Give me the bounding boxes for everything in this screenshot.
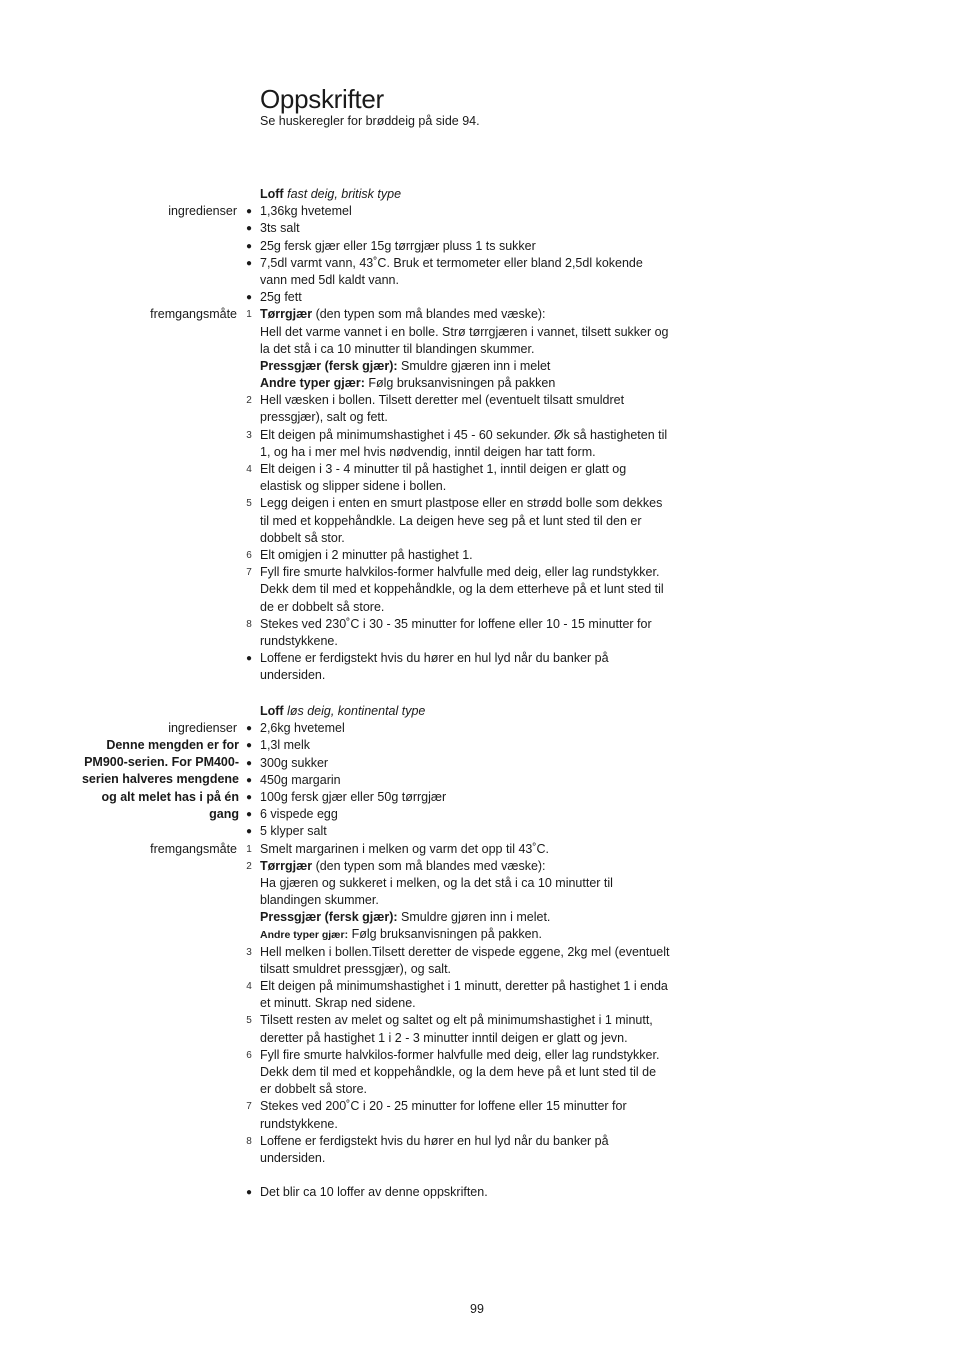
ingredient-item: ● 7,5dl varmt vann, 43˚C. Bruk et termometer eller bland 2,5dl kokende <box>0 255 954 272</box>
ingredient-item-cont: vann med 5dl kaldt vann. <box>260 272 399 287</box>
method-step: 4 Elt deigen i 3 - 4 minutter til på hastighet 1, inntil deigen er glatt og <box>0 461 954 478</box>
final-note: ● Det blir ca 10 loffer av denne oppskriften. <box>0 1184 954 1201</box>
ingredient-item: ● 450g margarin <box>0 772 954 789</box>
method-step: fremgangsmåte 1 Tørrgjær (den typen som må blandes med væske): <box>0 306 954 323</box>
bullet-icon: ● <box>245 1187 253 1199</box>
ingredient-item: ● 6 vispede egg <box>0 806 954 823</box>
recipe-heading <box>0 703 954 720</box>
step-number: 3 <box>246 946 252 958</box>
recipe-type: fast deig, britisk type <box>287 187 402 201</box>
bullet-icon: ● <box>245 826 253 838</box>
method-step: 4 Elt deigen på minimumshastighet i 1 minutt, deretter på hastighet 1 i enda <box>0 978 954 995</box>
step-number: 6 <box>246 1049 252 1061</box>
recipe-fast-dough: Loff fast deig, britisk type ingredienser ● 1,36kg hvetemel ● 3ts salt ● 25g fersk gjær eller 15g tørrgjær pluss 1 ts sukker ● 7,5dl varmt vann, 43˚C. Bruk et termometer eller bland 2,5dl kokende vann med 5dl kaldt vann. ● 25g fett fremgangsmåte 1 Tørrgjær (den typen som må blandes med væske): Hell det varme vannet i en bolle. Strø tørrgjæren i vannet, tilsett sukker og la det stå i ca 10 minutter til blandingen skummer. Pressgjær (fersk gjær): Smuldre gjæren inn i melet Andre typer gjær: Følg bruksanvisningen på pakken 2 Hell væsken i bollen. Tilsett deretter mel (eventuelt tilsatt smuldret pressgjær), salt og fett. 3 Elt deigen på minimumshastighet i 45 - 60 sekunder. Øk så hastigheten til 1, og ha i mer mel hvis nødvendig, inntil deigen har tatt form. 4 Elt deigen i 3 - 4 minutter til på hastighet 1, inntil deigen er glatt og elastisk og slipper sidene i bollen. 5 Legg deigen i enten en smurt plastpose eller en strødd bolle som dekkes til med et koppehåndkle. La deigen heve seg på et lunt sted til den er dobbelt så stor. 6 Elt omigjen i 2 minutter på hastighet 1. 7 Fyll fire smurte halvkilos-former halvfulle med deig, eller lag rundstykker. Dekk dem til med et koppehåndkle, og la dem etterheve på et lunt sted til de er dobbelt så store. 8 Stekes ved 230˚C i 30 - 35 minutter for loffene eller 10 - 15 minutter for rundstykkene. ● Loffene er ferdigstekt hvis du hører en hul lyd når du banker på undersiden. <box>0 186 954 684</box>
ingredient-item: ingredienser ● 1,36kg hvetemel <box>0 203 954 220</box>
step-number: 1 <box>246 309 252 321</box>
step-number: 2 <box>246 395 252 407</box>
ingredient-item: ● 1,3l melk <box>0 737 954 754</box>
step-number: 2 <box>246 860 252 872</box>
ingredient-item: ingredienser ● 2,6kg hvetemel <box>0 720 954 737</box>
bullet-icon: ● <box>245 206 253 218</box>
method-step: fremgangsmåte 1 Smelt margarinen i melken og varm det opp til 43˚C. <box>0 841 954 858</box>
step-number: 7 <box>246 567 252 579</box>
bullet-icon: ● <box>245 240 253 252</box>
step-number: 4 <box>246 464 252 475</box>
method-step: 5 Legg deigen i enten en smurt plastpose eller en strødd bolle som dekkes <box>0 495 954 512</box>
bullet-icon: ● <box>245 653 253 665</box>
method-step: 8 Stekes ved 230˚C i 30 - 35 minutter for loffene eller 10 - 15 minutter for <box>0 616 954 633</box>
recipe-name: Loff <box>260 187 284 201</box>
method-label: fremgangsmåte <box>150 307 237 322</box>
method-step: 6 Fyll fire smurte halvkilos-former halvfulle med deig, eller lag rundstykker. <box>0 1047 954 1064</box>
bullet-icon: ● <box>245 774 253 786</box>
method-step: 3 Elt deigen på minimumshastighet i 45 - 60 sekunder. Øk så hastigheten til <box>0 427 954 444</box>
ingredient-item: ● 5 klyper salt <box>0 823 954 840</box>
final-note: ● Loffene er ferdigstekt hvis du hører en hul lyd når du banker på <box>0 650 954 667</box>
ingredient-item: ● 100g fersk gjær eller 50g tørrgjær <box>0 789 954 806</box>
bullet-icon: ● <box>245 223 253 235</box>
method-label: fremgangsmåte <box>150 841 237 856</box>
side-note: Denne mengden er for PM900-serien. For PM400- serien halveres mengdene og alt melet has i på én gang <box>81 738 239 821</box>
method-step: 2 Tørrgjær (den typen som må blandes med væske): <box>0 858 954 875</box>
ingredients-label: ingredienser <box>168 721 237 736</box>
step-number: 8 <box>246 1135 252 1147</box>
method-step: 6 Elt omigjen i 2 minutter på hastighet 1. <box>0 547 954 564</box>
recipe-heading <box>0 186 954 203</box>
ingredient-item: ● 25g fett <box>0 289 954 306</box>
method-step: 8 Loffene er ferdigstekt hvis du hører en hul lyd når du banker på <box>0 1133 954 1150</box>
ingredient-item: ● 300g sukker <box>0 755 954 772</box>
method-step: 2 Hell væsken i bollen. Tilsett deretter mel (eventuelt tilsatt smuldret <box>0 392 954 409</box>
method-step: 5 Tilsett resten av melet og saltet og elt på minimumshastighet i 1 minutt, <box>0 1012 954 1029</box>
bullet-icon: ● <box>245 809 253 821</box>
bullet-icon: ● <box>245 257 253 269</box>
page-title: Oppskrifter <box>260 84 384 114</box>
recipe-loose-dough: Loff løs deig, kontinental type Denne mengden er for PM900-serien. For PM400- serien halveres mengdene og alt melet has i på én gang ingredienser ● 2,6kg hvetemel ● 1,3l melk ● 300g sukker ● 450g margarin ● 100g fersk gjær eller 50g tørrgjær ● 6 vispede egg ● 5 klyper salt fremgangsmåte 1 Smelt margarinen i melken og varm det opp til 43˚C. 2 Tørrgjær (den typen som må blandes med væske): Ha gjæren og sukkeret i melken, og la det stå i ca 10 minutter til blandingen skummer. Pressgjær (fersk gjær): Smuldre gjøren inn i melet. Andre typer gjær: Følg bruksanvisningen på pakken. 3 Hell melken i bollen.Tilsett deretter de vispede eggene, 2kg mel (eventuelt tilsatt smuldret pressgjær), og salt. 4 Elt deigen på minimumshastighet i 1 minutt, deretter på hastighet 1 i enda et minutt. Skrap ned sidene. 5 Tilsett resten av melet og saltet og elt på minimumshastighet i 1 minutt, deretter på hastighet 1 i 2 - 3 minutter inntil deigen er glatt og jevn. 6 Fyll fire smurte halvkilos-former halvfulle med deig, eller lag rundstykker. Dekk dem til med et koppehåndkle, og la dem heve på et lunt sted til de er dobbelt så store. 7 Stekes ved 200˚C i 20 - 25 minutter for loffene eller 15 minutter for rundstykkene. 8 Loffene er ferdigstekt hvis du hører en hul lyd når du banker på undersiden. ● Det blir ca 10 loffer av denne oppskriften. <box>0 703 954 1201</box>
step-number: 4 <box>246 981 252 992</box>
step-number: 7 <box>246 1101 252 1113</box>
method-step: 7 Stekes ved 200˚C i 20 - 25 minutter for loffene eller 15 minutter for <box>0 1098 954 1115</box>
ingredient-item: ● 3ts salt <box>0 220 954 237</box>
step-number: 5 <box>246 498 252 510</box>
ingredient-item: ● 25g fersk gjær eller 15g tørrgjær pluss 1 ts sukker <box>0 238 954 255</box>
bullet-icon: ● <box>245 723 253 735</box>
bullet-icon: ● <box>245 292 253 304</box>
step-number: 5 <box>246 1015 252 1027</box>
bullet-icon: ● <box>245 791 253 803</box>
bullet-icon: ● <box>245 740 253 752</box>
page-subtitle: Se huskeregler for brøddeig på side 94. <box>260 114 480 128</box>
bullet-icon: ● <box>245 757 253 769</box>
page-number: 99 <box>470 1302 484 1316</box>
recipe-name: Loff <box>260 704 284 718</box>
ingredients-label: ingredienser <box>168 204 237 219</box>
step-number: 1 <box>246 843 252 855</box>
recipe-type: løs deig, kontinental type <box>287 704 426 718</box>
step-number: 8 <box>246 618 252 630</box>
method-step: 7 Fyll fire smurte halvkilos-former halvfulle med deig, eller lag rundstykker. <box>0 564 954 581</box>
step-number: 6 <box>246 549 252 561</box>
step-number: 3 <box>246 429 252 441</box>
method-step: 3 Hell melken i bollen.Tilsett deretter de vispede eggene, 2kg mel (eventuelt <box>0 944 954 961</box>
